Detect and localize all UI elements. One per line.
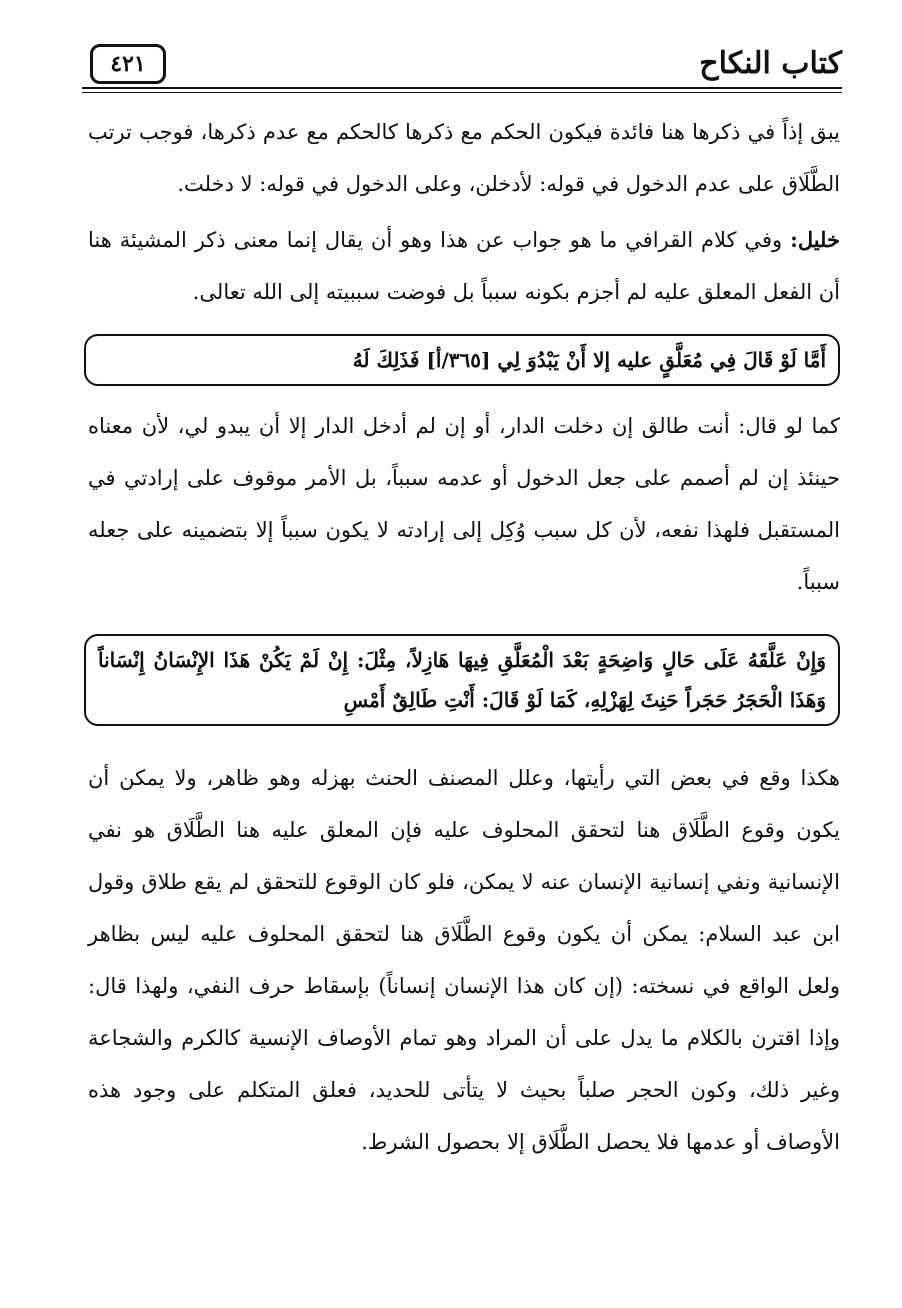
paragraph-text: يبق إذاً في ذكرها هنا فائدة فيكون الحكم مع ذكرها كالحكم مع عدم ذكرها، فوجب ترتب الطَّلَاق على عدم الدخول في قوله: لأدخلن، وعلى الدخول في قوله: لا دخلت.	[88, 120, 840, 196]
page-number: ٤٢١	[90, 44, 166, 84]
commentary-paragraph-4	[88, 752, 840, 1168]
commentary-paragraph-1	[88, 106, 840, 210]
commentary-paragraph-2	[88, 214, 840, 318]
paragraph-text: كما لو قال: أنت طالق إن دخلت الدار، أو إن لم أدخل الدار إلا أن يبدو لي، لأن معناه حينئذ إن لم أصمم على جعل الدخول أو عدمه سبباً، بل الأمر موقوف على إرادتي في المستقبل فلهذا نفعه، لأن كل سبب وُكِل إلى إرادته لا يكون سبباً إلا بتضمينه على جعله سبباً.	[88, 414, 840, 594]
commentary-paragraph-3	[88, 400, 840, 608]
khalil-label: خليل:	[790, 227, 840, 252]
page-header	[82, 38, 842, 98]
paragraph-text	[88, 214, 840, 318]
matn-box-2	[84, 634, 840, 726]
matn-box-1	[84, 334, 840, 386]
matn-text: أَمَّا لَوْ قَالَ فِي مُعَلَّقٍ عليه إلا أَنْ يَبْدُوَ لِي [٣٦٥/أ] فَذَلِكَ لَهُ	[352, 348, 826, 372]
paragraph-text: هكذا وقع في بعض التي رأيتها، وعلل المصنف الحنث بهزله وهو ظاهر، ولا يمكن أن يكون وقوع الطَّلَاق هنا لتحقق المحلوف عليه فإن المعلق عليه هنا الطَّلَاق هو نفي الإنسانية ونفي إنسانية الإنسان عنه لا يمكن، فلو كان الوقوع للتحقق لم يقع طلاق وقول ابن عبد السلام: يمكن أن يكون وقوع الطَّلَاق هنا لتحقق المحلوف عليه ليس بظاهر ولعل الواقع في نسخته: (إن كان هذا الإنسان إنساناً) بإسقاط حرف النفي، ولهذا قال: وإذا اقترن بالكلام ما يدل على أن المراد وهو تمام الأوصاف الإنسية كالكرم والشجاعة وغير ذلك، وكون الحجر صلباً بحيث لا يتأتى للحديد، فعلق المتكلم على وجود هذه الأوصاف أو عدمها فلا يحصل الطَّلَاق إلا بحصول الشرط.	[88, 766, 840, 1154]
header-divider	[82, 87, 842, 89]
matn-text: وَإِنْ عَلَّقَهُ عَلَى حَالٍ وَاضِحَةٍ بَعْدَ الْمُعَلَّقِ فِيهَا هَازِلاً، مِثْلَ: إِنْ لَمْ يَكُنْ هَذَا الإِنْسَانُ إِنْسَاناً وَهَذَا الْحَجَرُ حَجَراً حَنِثَ لِهَزْلِهِ، كَمَا لَوْ قَالَ: أَنْتِ طَالِقٌ أَمْسِ	[98, 648, 826, 712]
header-divider-thin	[82, 92, 842, 93]
paragraph-body: وفي كلام القرافي ما هو جواب عن هذا وهو أن يقال إنما معنى ذكر المشيئة هنا أن الفعل المعلق عليه لم أجزم بكونه سبباً بل فوضت سببيته إلى الله تعالى.	[88, 228, 840, 304]
book-title: كتاب النكاح	[699, 46, 842, 81]
